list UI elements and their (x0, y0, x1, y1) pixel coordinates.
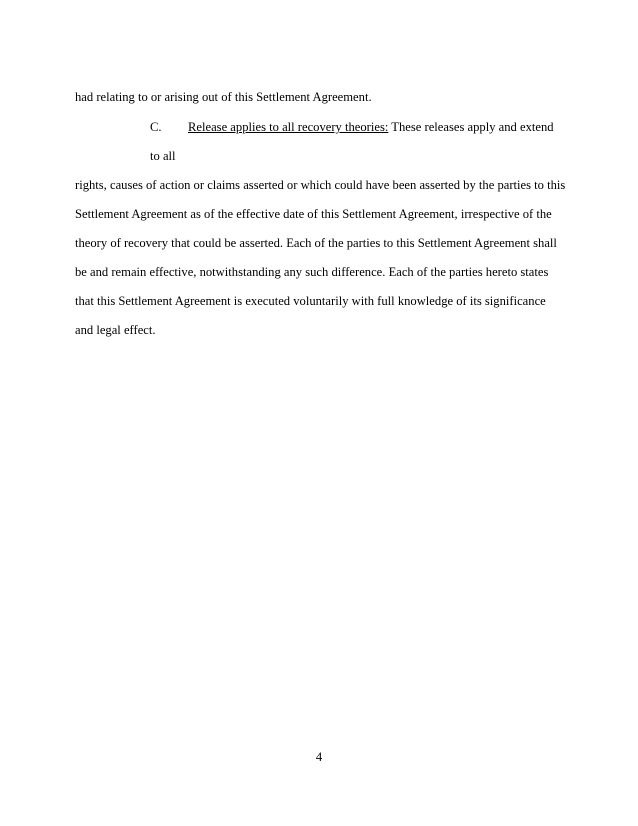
paragraph-line: rights, causes of action or claims asserted or which could have been asserted by the parties to this (75, 178, 566, 192)
paragraph-line: be and remain effective, notwithstanding any such difference. Each of the parties hereto states (75, 265, 549, 279)
section-heading-line (188, 119, 554, 135)
section-heading: Release applies to all recovery theories: (188, 120, 389, 134)
section-continuation: to all (150, 149, 176, 163)
paragraph-line: and legal effect. (75, 323, 156, 337)
paragraph-line: had relating to or arising out of this Settlement Agreement. (75, 90, 372, 104)
section-heading-rest: These releases apply and extend (388, 120, 554, 134)
paragraph-line: that this Settlement Agreement is executed voluntarily with full knowledge of its significance (75, 294, 546, 308)
paragraph-line: theory of recovery that could be asserted. Each of the parties to this Settlement Agreement shall (75, 236, 557, 250)
paragraph-line: Settlement Agreement as of the effective date of this Settlement Agreement, irrespective of the (75, 207, 552, 221)
section-label: C. (150, 120, 162, 134)
page-number: 4 (315, 750, 323, 764)
